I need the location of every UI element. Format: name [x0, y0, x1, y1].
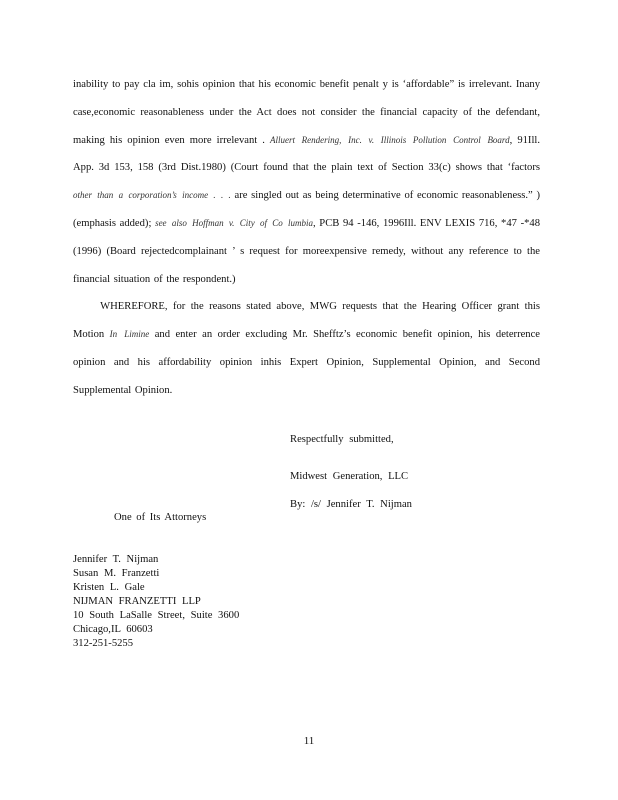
p1-text-b: , 91Ill. App. 3d 153, 158 (3rd Dist.1980) (Court found that the plain text of Section 33(c) shows that ‘factors [73, 134, 540, 174]
p1-text-a: inability to pay cla im, sohis opinion that his economic benefit penalt y is ‘affordable” is irrelevant. Inany case,economic reasonableness under the Act does not consider the financial capacity of the defendant, making his opinion even more irrelevant . [73, 79, 540, 146]
signature-closing: Respectfully submitted, [290, 434, 394, 445]
attorney-line: 312-251-5255 [73, 638, 134, 649]
citation-in-limine: In Limine [109, 329, 150, 340]
paragraph-affordability [73, 71, 540, 405]
citation-alluert: Alluert Rendering, Inc. v. Illinois Pollution Control Board [270, 134, 510, 145]
attorney-line: Susan M. Franzetti [73, 568, 160, 579]
signature-one-of-attorneys: One of Its Attorneys [114, 512, 207, 523]
attorney-line: Kristen L. Gale [73, 582, 145, 593]
signature-by-line: By: /s/ Jennifer T. Nijman [290, 499, 412, 510]
citation-hoffman: see also Hoffman v. City of Co lumbia [155, 217, 313, 228]
attorney-block [73, 553, 239, 651]
citation-quote: other than a corporation’s income . . . [73, 190, 231, 201]
paragraph-wherefore [73, 301, 540, 395]
p1-text-d: , PCB 94 -146, 1996Ill. ENV LEXIS 716, *47 -*48 (1996) (Board rejectedcomplainant ’ s request for moreexpensive remedy, without any reference to the financial situation of the respondent.) [73, 217, 540, 285]
p2-text-a: WHEREFORE, for the reasons stated above, MWG requests that the Hearing Officer grant this Motion [73, 301, 540, 341]
signature-company: Midwest Generation, LLC [290, 471, 409, 482]
page-number: 11 [303, 735, 315, 747]
attorney-line: 10 South LaSalle Street, Suite 3600 [73, 610, 240, 621]
attorney-line: Jennifer T. Nijman [73, 554, 159, 565]
attorney-line: NIJMAN FRANZETTI LLP [73, 596, 201, 607]
p2-text-b: and enter an order excluding Mr. Shefftz’s economic benefit opinion, his deterrence opinion and his affordability opinion inhis Expert Opinion, Supplemental Opinion, and Second Supplemental Opinion. [73, 329, 540, 396]
p1-text-c: are singled out as being determinative of economic reasonableness.” )(emphasis added); [73, 190, 540, 229]
attorney-line: Chicago,IL 60603 [73, 624, 153, 635]
